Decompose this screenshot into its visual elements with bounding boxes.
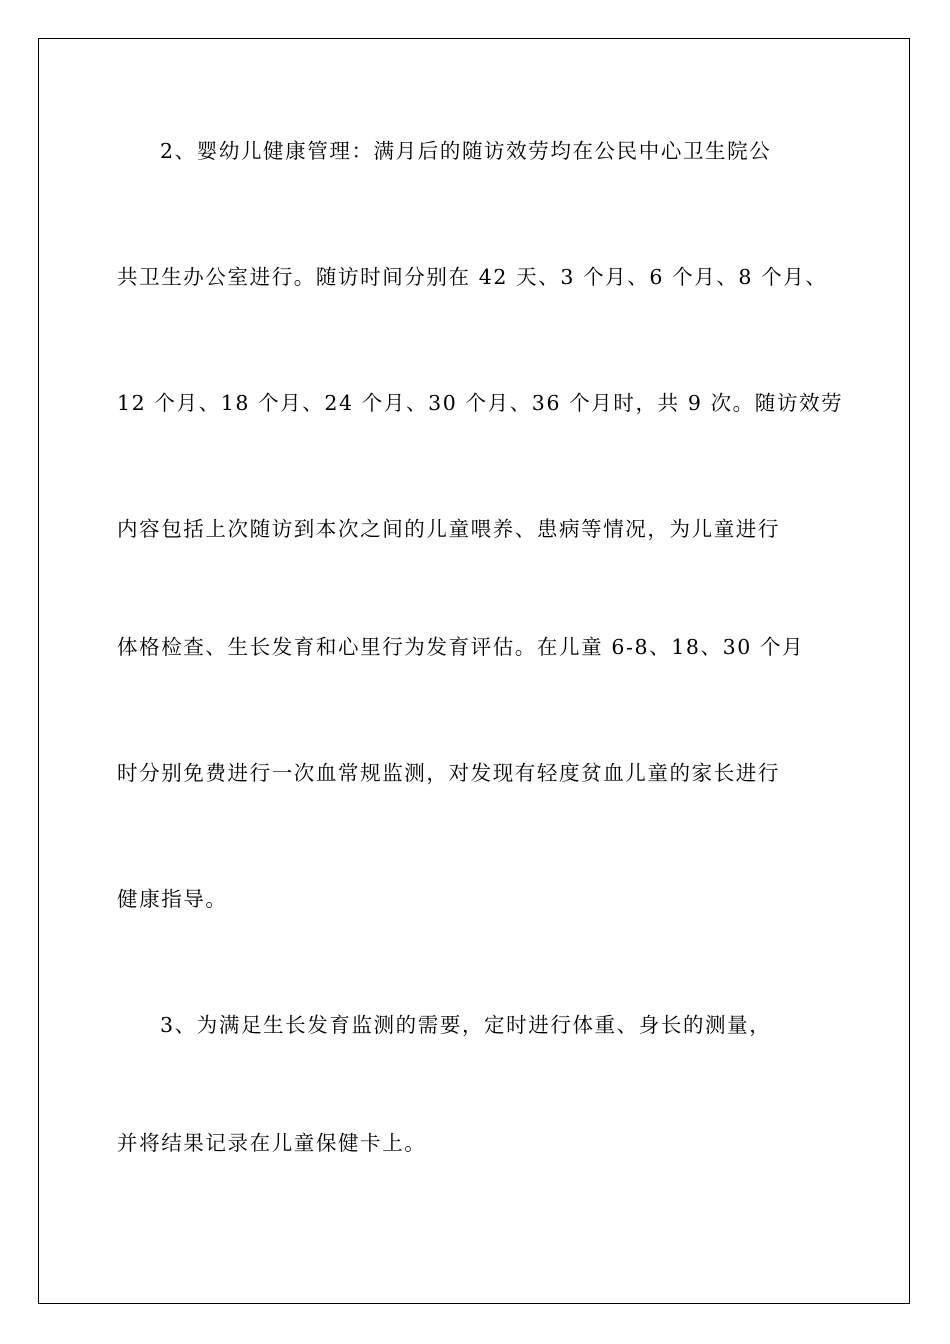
- paragraph-line: 3、为满足生长发育监测的需要，定时进行体重、身长的测量，: [160, 1013, 772, 1037]
- page-frame: [38, 38, 910, 1304]
- paragraph-line: 体格检查、生长发育和心里行为发育评估。在儿童 6-8、18、30 个月: [117, 635, 805, 659]
- paragraph-line: 时分别免费进行一次血常规监测，对发现有轻度贫血儿童的家长进行: [117, 761, 780, 785]
- paragraph-line: 2、婴幼儿健康管理：满月后的随访效劳均在公民中心卫生院公: [160, 139, 772, 163]
- paragraph-line: 并将结果记录在儿童保健卡上。: [117, 1131, 427, 1155]
- paragraph-line: 共卫生办公室进行。随访时间分别在 42 天、3 个月、6 个月、8 个月、: [117, 265, 828, 289]
- paragraph-line: 12 个月、18 个月、24 个月、30 个月、36 个月时，共 9 次。随访效劳: [117, 391, 844, 415]
- paragraph-line: 健康指导。: [117, 887, 228, 911]
- paragraph-line: 内容包括上次随访到本次之间的儿童喂养、患病等情况，为儿童进行: [117, 517, 780, 541]
